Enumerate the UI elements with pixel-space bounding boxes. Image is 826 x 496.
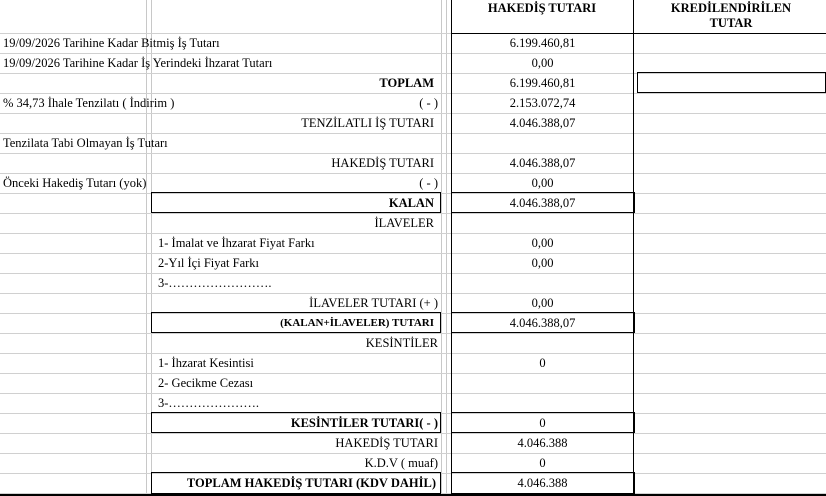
row-ilave-3-label: 3-……………………. [158, 276, 272, 290]
row-kalan-value: 4.046.388,07 [509, 196, 576, 210]
grid-col-line [441, 0, 442, 496]
row-hakedis-tutari-2-value: 4.046.388 [517, 436, 568, 450]
grid-col-line [446, 0, 447, 496]
row-kalan-ilaveler-label: (KALAN+İLAVELER) TUTARI [280, 317, 434, 329]
grid-row-line [0, 373, 826, 374]
row-hakedis-tutari-2-label: HAKEDİŞ TUTARI [335, 436, 438, 450]
col-header-kredi-line1: KREDİLENDİRİLEN [670, 1, 792, 15]
grid-col-line [146, 0, 147, 496]
row-ihzarat-value: 0,00 [531, 56, 554, 70]
col-header-kredi-line2: TUTAR [709, 16, 753, 30]
row-toplam-value: 6.199.460,81 [509, 76, 576, 90]
row-ilaveler-tutari-label: İLAVELER TUTARI (+ ) [309, 296, 438, 310]
toplam-kredi-box [637, 72, 826, 93]
row-kesintiler-tutari-value: 0 [539, 416, 546, 430]
grid-row-line [0, 393, 826, 394]
row-imalat-fiyat-farki-label: 1- İmalat ve İhzarat Fiyat Farkı [158, 236, 315, 250]
row-kesintiler-heading: KESİNTİLER [365, 336, 438, 350]
row-tenzilatli-value: 4.046.388,07 [509, 116, 576, 130]
row-bitmis-is-label: 19/09/2026 Tarihine Kadar Bitmiş İş Tutarı [3, 36, 220, 50]
row-onceki-hakedis-label: Önceki Hakediş Tutarı (yok) [3, 176, 147, 190]
row-kalan-label: KALAN [388, 196, 434, 210]
row-bitmis-is-value: 6.199.460,81 [509, 36, 576, 50]
row-yil-ici-fiyat-farki-label: 2-Yıl İçi Fiyat Farkı [158, 256, 260, 270]
grid-row-line [0, 273, 826, 274]
row-ihzarat-kesintisi-value: 0 [539, 356, 546, 370]
grid-row-line [0, 253, 826, 254]
row-ihzarat-kesintisi-label: 1- İhzarat Kesintisi [158, 356, 254, 370]
row-gecikme-cezasi-label: 2- Gecikme Cezası [158, 376, 254, 390]
row-tenzilat-sign: ( - ) [419, 96, 438, 110]
row-tenzilat-label: % 34,73 İhale Tenzilatı ( İndirim ) [3, 96, 175, 110]
row-kdv-value: 0 [539, 456, 546, 470]
grid-row-line [0, 233, 826, 234]
row-onceki-hakedis-value: 0,00 [531, 176, 554, 190]
row-kesintiler-tutari-label: KESİNTİLER TUTARI( - ) [290, 416, 438, 430]
row-imalat-fiyat-farki-value: 0,00 [531, 236, 554, 250]
row-ihzarat-label: 19/09/2026 Tarihine Kadar İş Yerindeki İhzarat Tutarı [3, 56, 273, 70]
row-kesinti-3-label: 3-…………………. [158, 396, 260, 410]
row-toplam-label: TOPLAM [379, 76, 434, 90]
row-yil-ici-fiyat-farki-value: 0,00 [531, 256, 554, 270]
row-kdv-label: K.D.V ( muaf) [364, 456, 438, 470]
col-header-hakedis: HAKEDİŞ TUTARI [487, 1, 597, 15]
row-ilaveler-tutari-value: 0,00 [531, 296, 554, 310]
row-toplam-hakedis-label: TOPLAM HAKEDİŞ TUTARI (KDV DAHİL) [186, 476, 436, 490]
row-hakedis-tutari-value: 4.046.388,07 [509, 156, 576, 170]
row-hakedis-tutari-label: HAKEDİŞ TUTARI [331, 156, 434, 170]
row-kalan-ilaveler-value: 4.046.388,07 [509, 316, 576, 330]
row-ilaveler-heading: İLAVELER [374, 216, 434, 230]
row-tenzilata-tabi-olmayan-label: Tenzilata Tabi Olmayan İş Tutarı [3, 136, 168, 150]
row-toplam-hakedis-value: 4.046.388 [517, 476, 568, 490]
row-tenzilat-value: 2.153.072,74 [509, 96, 576, 110]
row-onceki-hakedis-sign: ( - ) [419, 176, 438, 190]
grid-row-line [0, 353, 826, 354]
row-tenzilatli-label: TENZİLATLI İŞ TUTARI [301, 116, 434, 130]
